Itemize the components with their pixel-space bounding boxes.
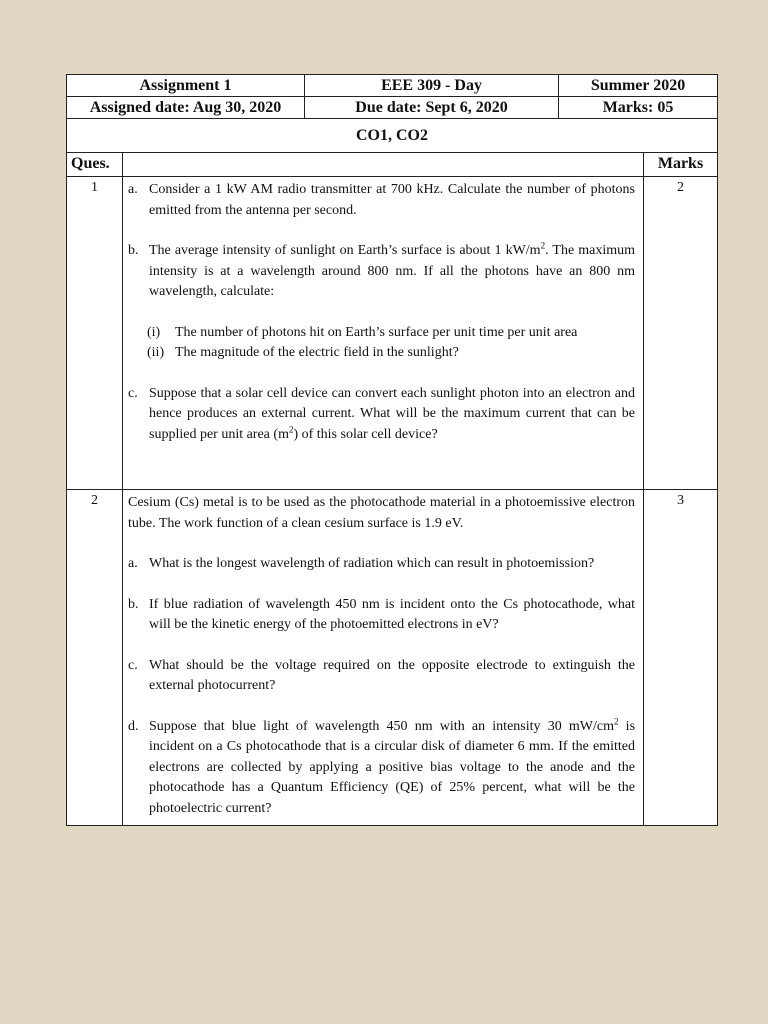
subpart-text: The magnitude of the electric field in the sunlight? <box>175 345 459 360</box>
assignment-table <box>66 74 718 826</box>
question-marks: 3 <box>644 490 718 826</box>
assignment-sheet <box>66 74 717 826</box>
part-text <box>149 241 635 303</box>
course-code: EEE 309 - Day <box>305 75 559 97</box>
question-text-column-header <box>123 153 644 177</box>
question-part-c <box>128 384 635 446</box>
column-header-row <box>67 153 718 177</box>
marks-total: Marks: 05 <box>559 97 718 119</box>
question-body <box>123 490 644 826</box>
subpart-i <box>147 323 635 344</box>
course-outcomes-row <box>67 119 718 153</box>
subpart-ii <box>147 343 635 364</box>
question-part-c <box>128 656 635 697</box>
part-text-start: Suppose that a solar cell device can convert each sunlight photon into an electron and hence produces an external current. What will be the maximum current that can be supplied per unit area (m <box>149 385 636 442</box>
part-text-start: Suppose that blue light of wavelength 450 nm with an intensity 30 mW/cm <box>149 718 614 734</box>
subpart-label: (ii) <box>147 345 165 360</box>
marks-column-header: Marks <box>644 153 718 177</box>
part-text: What is the longest wavelength of radiation which can result in photoemission? <box>149 556 595 571</box>
question-intro: Cesium (Cs) metal is to be used as the photocathode material in a photoemissive electron tube. The work function of a clean cesium surface is 1.9 eV. <box>128 495 636 531</box>
question-row-1 <box>67 177 718 490</box>
course-outcomes: CO1, CO2 <box>67 119 718 153</box>
part-label: a. <box>128 182 138 197</box>
assigned-date: Assigned date: Aug 30, 2020 <box>67 97 305 119</box>
question-part-b <box>128 241 635 303</box>
part-label: b. <box>128 596 139 612</box>
part-text-start: The average intensity of sunlight on Earth’s surface is about 1 kW/m <box>149 243 541 258</box>
superscript: 2 <box>613 715 619 726</box>
question-marks: 2 <box>644 177 718 490</box>
superscript: 2 <box>540 240 546 251</box>
assignment-title: Assignment 1 <box>67 75 305 97</box>
part-label: d. <box>128 718 139 734</box>
question-part-a <box>128 180 635 221</box>
header-row-1 <box>67 75 718 97</box>
question-number: 1 <box>67 177 123 490</box>
part-label: c. <box>128 385 138 401</box>
due-date: Due date: Sept 6, 2020 <box>305 97 559 119</box>
part-text-end: is incident on a Cs photocathode that is a circular disk of diameter 6 mm. If the emitted electrons are collected by applying a positive bias voltage to the anode and the photocathode has a Quantum Efficiency (QE) of 25% percent, what will be the photoelectric current? <box>149 718 636 816</box>
part-text <box>149 717 635 820</box>
part-label: b. <box>128 243 139 258</box>
subpart-label: (i) <box>147 324 161 340</box>
subpart-text: The number of photons hit on Earth’s surface per unit time per unit area <box>175 324 578 340</box>
superscript: 2 <box>288 423 294 434</box>
question-part-b <box>128 595 635 636</box>
part-label: a. <box>128 556 138 571</box>
part-text: What should be the voltage required on the opposite electrode to extinguish the external photocurrent? <box>149 657 636 693</box>
question-row-2 <box>67 490 718 826</box>
term: Summer 2020 <box>559 75 718 97</box>
question-part-d <box>128 717 635 820</box>
part-text: If blue radiation of wavelength 450 nm is incident onto the Cs photocathode, what will be the kinetic energy of the photoemitted electrons in eV? <box>149 596 636 632</box>
part-text-end: ) of this solar cell device? <box>293 426 438 442</box>
question-column-header: Ques. <box>67 153 123 177</box>
part-text <box>149 384 635 446</box>
part-text: Consider a 1 kW AM radio transmitter at 700 kHz. Calculate the number of photons emitted from the antenna per second. <box>149 182 636 218</box>
question-part-a <box>128 554 635 575</box>
part-text-end: . The maximum intensity is at a wavelength around 800 nm. If all the photons have an 800 nm wavelength, calculate: <box>149 243 636 299</box>
question-body <box>123 177 644 490</box>
question-number: 2 <box>67 490 123 826</box>
part-label: c. <box>128 657 138 673</box>
header-row-2 <box>67 97 718 119</box>
